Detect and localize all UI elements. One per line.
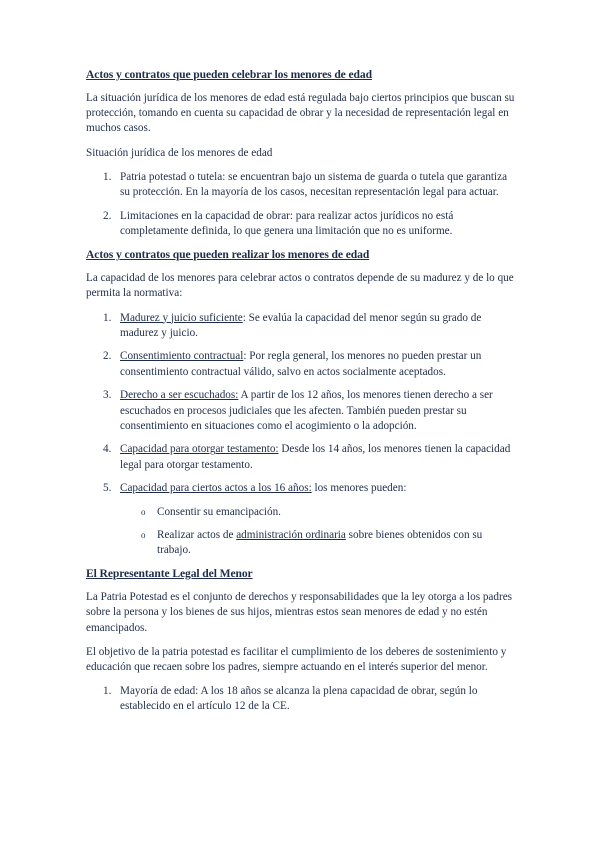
list-item-text: Desde los 14 años, los menores tienen la capacidad legal para otorgar testamento. — [120, 443, 511, 471]
patria-potestad-paragraph: La Patria Potestad es el conjunto de derechos y responsabilidades que la ley otorga a los padres sobre la persona y los bienes de sus hijos, mientras estos sean menores de edad y no estén emancipados. — [86, 591, 513, 634]
situacion-list — [86, 170, 516, 239]
bullet-icon: o — [141, 506, 146, 517]
list-item-text: Limitaciones en la capacidad de obrar: para realizar actos jurídicos no está completamente definida, lo que genera una limitación que no es uniforme. — [120, 209, 454, 237]
list-item — [86, 481, 516, 558]
list-number: 1. — [103, 685, 112, 698]
list-number: 1. — [103, 311, 112, 324]
document-page — [86, 68, 516, 724]
list-item-text: : Se evalúa la capacidad del menor según su grado de madurez y juicio. — [120, 311, 482, 339]
list-number: 2. — [103, 209, 112, 222]
list-item — [86, 684, 516, 714]
list-item — [86, 311, 516, 341]
sub-item-text: Consentir su emancipación. — [157, 505, 281, 518]
sub-item-text: sobre bienes obtenidos con su trabajo. — [157, 528, 483, 556]
list-item-term: Madurez y juicio suficiente — [120, 311, 243, 324]
list-number: 4. — [103, 443, 112, 456]
list-number: 5. — [103, 482, 112, 495]
objetivo-paragraph: El objetivo de la patria potestad es facilitar el cumplimiento de los deberes de sostenimiento y educación que recaen sobre los padres, siempre actuando en el interés superior del menor. — [86, 645, 507, 673]
section-heading-representante: El Representante Legal del Menor — [86, 567, 253, 581]
list-item-text: : Por regla general, los menores no pueden prestar un consentimiento contractual válido, salvo en actos socialmente aceptados. — [120, 350, 482, 378]
list-item-text: los menores pueden: — [311, 482, 407, 495]
list-item-text: Patria potestad o tutela: se encuentran bajo un sistema de guarda o tutela que garantiza su protección. En la mayoría de los casos, necesitan representación legal para actuar. — [120, 170, 508, 199]
list-item-text: A partir de los 12 años, los menores tienen derecho a ser escuchados en procesos judiciales que les afecten. También pueden prestar su consentimiento en situaciones como el acogimiento o la adopción. — [120, 389, 493, 432]
list-item — [86, 349, 516, 379]
list-item-term: Consentimiento contractual — [120, 350, 244, 363]
subsection-title: Situación jurídica de los menores de edad — [86, 146, 273, 159]
list-item — [86, 170, 516, 200]
list-item-term: Derecho a ser escuchados: — [120, 389, 239, 402]
list-number: 1. — [103, 170, 112, 183]
sub-list — [120, 505, 516, 559]
sub-item-term: administración ordinaria — [236, 528, 346, 541]
section-heading-actos-celebrar: Actos y contratos que pueden celebrar los menores de edad — [86, 68, 372, 81]
sub-item-text: Realizar actos de — [157, 528, 237, 541]
capacity-paragraph: La capacidad de los menores para celebrar actos o contratos depende de su madurez y de lo que permita la normativa: — [86, 272, 514, 300]
intro-paragraph: La situación jurídica de los menores de edad está regulada bajo ciertos principios que buscan su protección, tomando en cuenta su capacidad de obrar y la necesidad de representación legal en muchos casos. — [86, 92, 515, 135]
sub-list-item — [86, 505, 516, 520]
list-item-term: Capacidad para ciertos actos a los 16 años: — [120, 482, 312, 495]
list-item — [86, 209, 516, 239]
list-item-text: Mayoría de edad: A los 18 años se alcanza la plena capacidad de obrar, según lo establecido en el artículo 12 de la CE. — [120, 685, 478, 713]
list-item — [86, 388, 516, 434]
section-heading-actos-realizar: Actos y contratos que pueden realizar los menores de edad — [86, 248, 370, 262]
list-item-term: Capacidad para otorgar testamento: — [120, 443, 279, 456]
list-item — [86, 442, 516, 472]
bullet-icon: o — [141, 529, 146, 540]
capacidad-list — [86, 311, 516, 559]
sub-list-item — [86, 528, 516, 558]
list-number: 2. — [103, 350, 112, 363]
representante-list — [86, 684, 516, 714]
list-number: 3. — [103, 389, 112, 402]
